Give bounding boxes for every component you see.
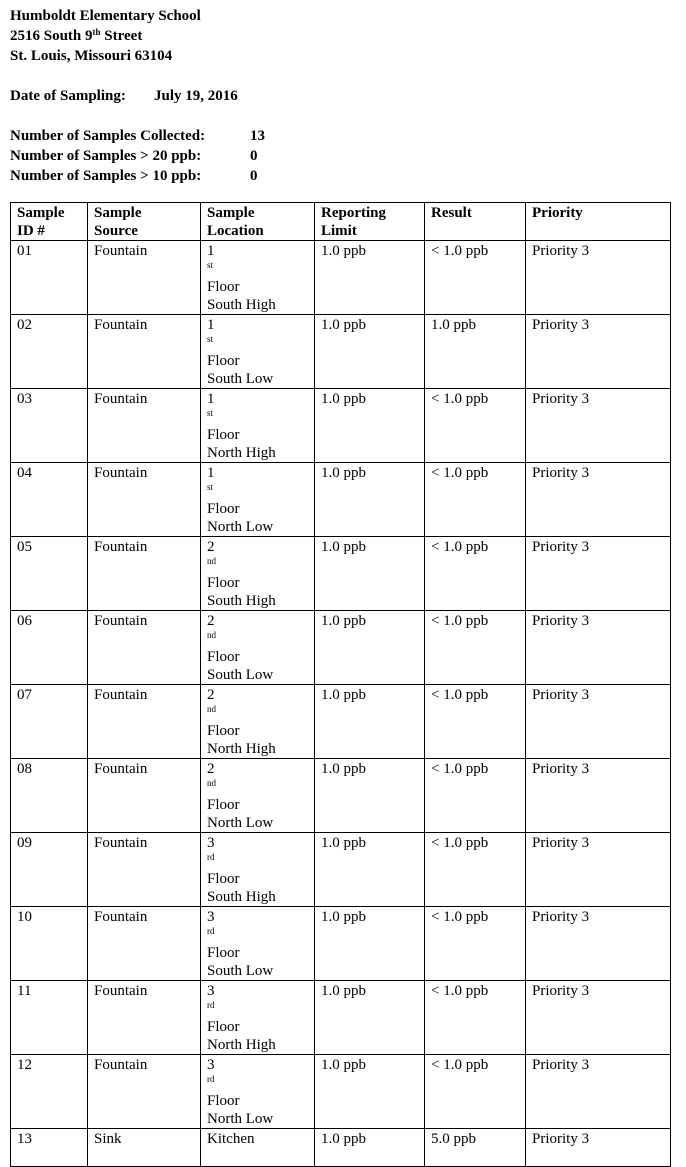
cell-result: < 1.0 ppb [425,907,526,981]
cell-priority: Priority 3 [526,241,671,315]
cell-sample-id: 08 [11,759,88,833]
cell-sample-id: 13 [11,1129,88,1167]
cell-sample-id: 04 [11,463,88,537]
cell-result: < 1.0 ppb [425,833,526,907]
cell-sample-location: 3 $^{rd}$ Floor North High [201,981,315,1055]
cell-sample-id: 03 [11,389,88,463]
cell-sample-source: Fountain [88,1055,201,1129]
cell-sample-id: 10 [11,907,88,981]
table-row [11,685,671,759]
cell-sample-location: Kitchen [201,1129,315,1167]
school-name: Humboldt Elementary School [10,8,201,24]
table-row [11,463,671,537]
cell-reporting-limit: 1.0 ppb [315,981,425,1055]
samples-over-10-label: Number of Samples > 10 ppb: [10,168,202,184]
cell-result: 5.0 ppb [425,1129,526,1167]
cell-reporting-limit: 1.0 ppb [315,611,425,685]
header-sample-location: Sample Location [201,203,315,241]
table-row [11,611,671,685]
cell-result: < 1.0 ppb [425,537,526,611]
cell-result: < 1.0 ppb [425,759,526,833]
samples-over-20-row [10,146,676,166]
cell-sample-source: Fountain [88,759,201,833]
cell-sample-source: Fountain [88,389,201,463]
samples-over-10-row [10,166,676,186]
cell-reporting-limit: 1.0 ppb [315,833,425,907]
cell-reporting-limit: 1.0 ppb [315,241,425,315]
cell-priority: Priority 3 [526,685,671,759]
samples-table [10,202,671,1167]
cell-sample-source: Fountain [88,833,201,907]
cell-reporting-limit: 1.0 ppb [315,463,425,537]
samples-over-10-value: 0 [250,168,258,184]
table-row [11,759,671,833]
cell-result: < 1.0 ppb [425,241,526,315]
sampling-date-value: July 19, 2016 [154,88,238,104]
table-row [11,1129,671,1167]
street-number: 2516 South 9 [10,28,93,44]
street-address [10,26,676,46]
table-row [11,907,671,981]
cell-priority: Priority 3 [526,315,671,389]
cell-result: < 1.0 ppb [425,1055,526,1129]
cell-reporting-limit: 1.0 ppb [315,315,425,389]
samples-collected-value: 13 [250,128,265,144]
street-ordinal-suffix: th [92,27,101,37]
cell-reporting-limit: 1.0 ppb [315,759,425,833]
cell-priority: Priority 3 [526,759,671,833]
header-reporting-limit: Reporting Limit [315,203,425,241]
header-sample-id: Sample ID # [11,203,88,241]
samples-collected-label: Number of Samples Collected: [10,128,206,144]
cell-reporting-limit: 1.0 ppb [315,1055,425,1129]
street-name: Street [100,28,143,44]
header-result: Result [425,203,526,241]
cell-priority: Priority 3 [526,833,671,907]
cell-sample-id: 05 [11,537,88,611]
cell-sample-id: 09 [11,833,88,907]
cell-sample-location: 3 $^{rd}$ Floor South Low [201,907,315,981]
header-priority: Priority [526,203,671,241]
cell-sample-source: Fountain [88,685,201,759]
samples-over-20-value: 0 [250,148,258,164]
table-row [11,1055,671,1129]
cell-priority: Priority 3 [526,463,671,537]
table-row [11,833,671,907]
cell-sample-id: 01 [11,241,88,315]
cell-sample-location: 3 $^{rd}$ Floor South High [201,833,315,907]
cell-sample-source: Fountain [88,463,201,537]
cell-sample-location: 2 $^{nd}$ Floor South High [201,537,315,611]
cell-sample-source: Fountain [88,611,201,685]
cell-sample-source: Sink [88,1129,201,1167]
cell-sample-id: 07 [11,685,88,759]
table-row [11,315,671,389]
city-line: St. Louis, Missouri 63104 [10,48,173,64]
cell-sample-location: 1 $^{st}$ Floor South Low [201,315,315,389]
table-row [11,389,671,463]
cell-result: < 1.0 ppb [425,463,526,537]
cell-priority: Priority 3 [526,611,671,685]
samples-collected-row [10,126,676,146]
table-row [11,241,671,315]
cell-sample-source: Fountain [88,241,201,315]
cell-reporting-limit: 1.0 ppb [315,537,425,611]
cell-result: 1.0 ppb [425,315,526,389]
cell-result: < 1.0 ppb [425,389,526,463]
cell-sample-id: 02 [11,315,88,389]
cell-sample-id: 06 [11,611,88,685]
table-body [11,241,671,1167]
table-row [11,981,671,1055]
cell-priority: Priority 3 [526,1129,671,1167]
cell-sample-location: 2 $^{nd}$ Floor North Low [201,759,315,833]
samples-over-20-label: Number of Samples > 20 ppb: [10,148,202,164]
cell-priority: Priority 3 [526,537,671,611]
table-row [11,537,671,611]
cell-sample-source: Fountain [88,907,201,981]
cell-sample-source: Fountain [88,981,201,1055]
document-header [10,6,676,186]
cell-result: < 1.0 ppb [425,685,526,759]
cell-priority: Priority 3 [526,1055,671,1129]
cell-reporting-limit: 1.0 ppb [315,685,425,759]
cell-sample-location: 2 $^{nd}$ Floor North High [201,685,315,759]
table-header-row [11,203,671,241]
cell-sample-location: 3 $^{rd}$ Floor North Low [201,1055,315,1129]
cell-sample-source: Fountain [88,315,201,389]
cell-sample-location: 1 $^{st}$ Floor North High [201,389,315,463]
cell-sample-location: 1 $^{st}$ Floor North Low [201,463,315,537]
cell-sample-location: 2 $^{nd}$ Floor South Low [201,611,315,685]
cell-sample-id: 12 [11,1055,88,1129]
sampling-date-row [10,86,676,106]
cell-result: < 1.0 ppb [425,981,526,1055]
cell-priority: Priority 3 [526,389,671,463]
cell-sample-id: 11 [11,981,88,1055]
cell-priority: Priority 3 [526,907,671,981]
cell-sample-location: 1 $^{st}$ Floor South High [201,241,315,315]
cell-reporting-limit: 1.0 ppb [315,389,425,463]
cell-priority: Priority 3 [526,981,671,1055]
cell-sample-source: Fountain [88,537,201,611]
cell-result: < 1.0 ppb [425,611,526,685]
sampling-date-label: Date of Sampling: [10,88,126,104]
header-sample-source: Sample Source [88,203,201,241]
cell-reporting-limit: 1.0 ppb [315,1129,425,1167]
cell-reporting-limit: 1.0 ppb [315,907,425,981]
